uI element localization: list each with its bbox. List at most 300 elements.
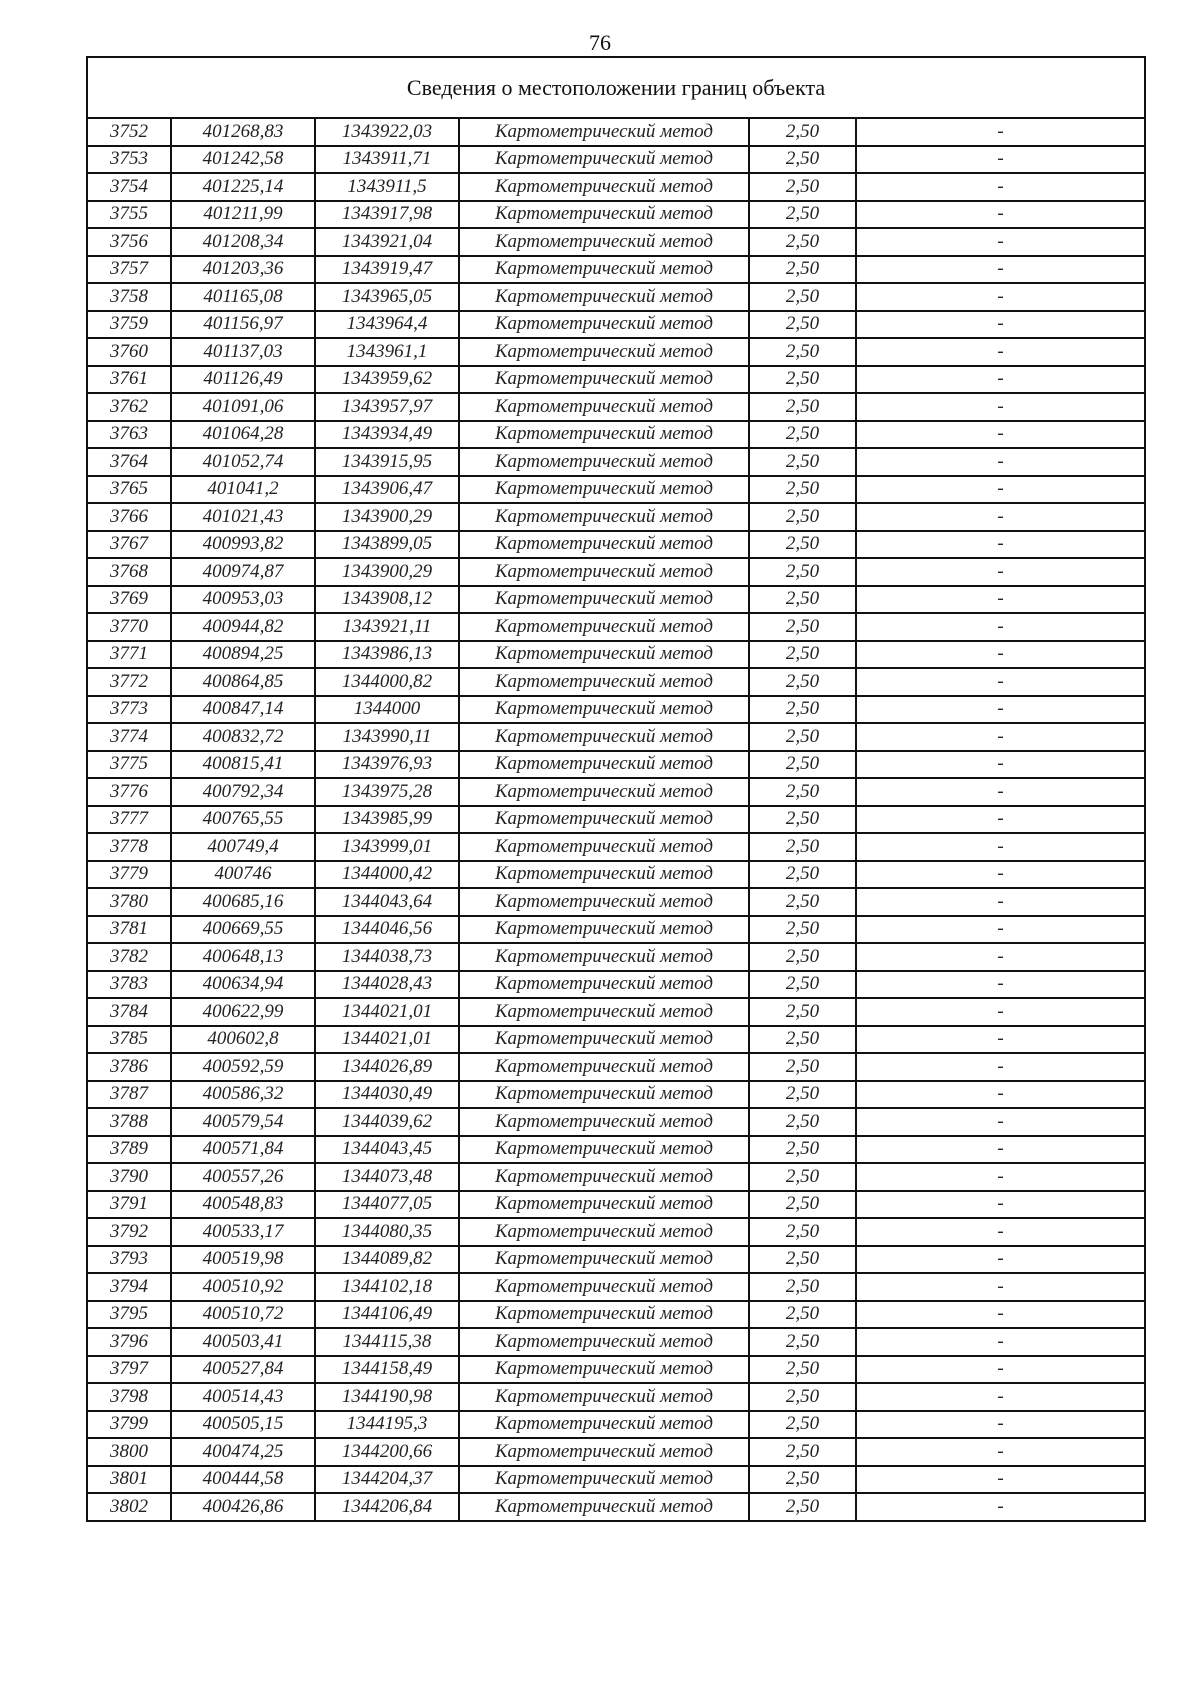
y-coordinate-cell: 1343986,13 — [315, 641, 459, 669]
method-cell: Картометрический метод — [459, 366, 749, 394]
table-row — [87, 751, 1145, 779]
table-row — [87, 476, 1145, 504]
description-cell: - — [856, 1191, 1145, 1219]
table-row — [87, 1081, 1145, 1109]
point-number-cell: 3768 — [87, 558, 171, 586]
x-coordinate-cell: 400832,72 — [171, 723, 315, 751]
x-coordinate-cell: 400514,43 — [171, 1383, 315, 1411]
method-cell: Картометрический метод — [459, 421, 749, 449]
x-coordinate-cell: 401021,43 — [171, 503, 315, 531]
description-cell: - — [856, 118, 1145, 146]
y-coordinate-cell: 1344089,82 — [315, 1246, 459, 1274]
table-row — [87, 228, 1145, 256]
point-number-cell: 3773 — [87, 696, 171, 724]
accuracy-cell: 2,50 — [749, 1108, 856, 1136]
point-number-cell: 3782 — [87, 943, 171, 971]
y-coordinate-cell: 1344204,37 — [315, 1466, 459, 1494]
point-number-cell: 3795 — [87, 1301, 171, 1329]
description-cell: - — [856, 1163, 1145, 1191]
x-coordinate-cell: 400444,58 — [171, 1466, 315, 1494]
y-coordinate-cell: 1344038,73 — [315, 943, 459, 971]
point-number-cell: 3771 — [87, 641, 171, 669]
x-coordinate-cell: 400571,84 — [171, 1136, 315, 1164]
description-cell: - — [856, 283, 1145, 311]
description-cell: - — [856, 861, 1145, 889]
point-number-cell: 3789 — [87, 1136, 171, 1164]
x-coordinate-cell: 401242,58 — [171, 146, 315, 174]
description-cell: - — [856, 311, 1145, 339]
x-coordinate-cell: 400974,87 — [171, 558, 315, 586]
y-coordinate-cell: 1343985,99 — [315, 806, 459, 834]
table-row — [87, 1218, 1145, 1246]
method-cell: Картометрический метод — [459, 476, 749, 504]
accuracy-cell: 2,50 — [749, 1493, 856, 1521]
method-cell: Картометрический метод — [459, 641, 749, 669]
x-coordinate-cell: 401052,74 — [171, 448, 315, 476]
description-cell: - — [856, 476, 1145, 504]
table-row — [87, 696, 1145, 724]
description-cell: - — [856, 503, 1145, 531]
x-coordinate-cell: 400685,16 — [171, 888, 315, 916]
description-cell: - — [856, 1081, 1145, 1109]
x-coordinate-cell: 400592,59 — [171, 1053, 315, 1081]
point-number-cell: 3760 — [87, 338, 171, 366]
method-cell: Картометрический метод — [459, 971, 749, 999]
method-cell: Картометрический метод — [459, 1136, 749, 1164]
y-coordinate-cell: 1344043,45 — [315, 1136, 459, 1164]
table-row — [87, 448, 1145, 476]
description-cell: - — [856, 1136, 1145, 1164]
x-coordinate-cell: 400746 — [171, 861, 315, 889]
description-cell: - — [856, 393, 1145, 421]
x-coordinate-cell: 400519,98 — [171, 1246, 315, 1274]
accuracy-cell: 2,50 — [749, 971, 856, 999]
method-cell: Картометрический метод — [459, 201, 749, 229]
table-row — [87, 998, 1145, 1026]
point-number-cell: 3767 — [87, 531, 171, 559]
method-cell: Картометрический метод — [459, 1026, 749, 1054]
y-coordinate-cell: 1344026,89 — [315, 1053, 459, 1081]
point-number-cell: 3781 — [87, 916, 171, 944]
y-coordinate-cell: 1344073,48 — [315, 1163, 459, 1191]
accuracy-cell: 2,50 — [749, 393, 856, 421]
table-row — [87, 1053, 1145, 1081]
table-row — [87, 613, 1145, 641]
page-number: 76 — [589, 30, 611, 55]
point-number-cell: 3787 — [87, 1081, 171, 1109]
y-coordinate-cell: 1343964,4 — [315, 311, 459, 339]
description-cell: - — [856, 613, 1145, 641]
table-row — [87, 1163, 1145, 1191]
accuracy-cell: 2,50 — [749, 201, 856, 229]
accuracy-cell: 2,50 — [749, 1383, 856, 1411]
description-cell: - — [856, 421, 1145, 449]
accuracy-cell: 2,50 — [749, 1328, 856, 1356]
table-row — [87, 1191, 1145, 1219]
table-row — [87, 971, 1145, 999]
method-cell: Картометрический метод — [459, 1466, 749, 1494]
description-cell: - — [856, 366, 1145, 394]
accuracy-cell: 2,50 — [749, 1438, 856, 1466]
description-cell: - — [856, 558, 1145, 586]
point-number-cell: 3792 — [87, 1218, 171, 1246]
table-row — [87, 943, 1145, 971]
x-coordinate-cell: 400474,25 — [171, 1438, 315, 1466]
description-cell: - — [856, 173, 1145, 201]
y-coordinate-cell: 1343990,11 — [315, 723, 459, 751]
accuracy-cell: 2,50 — [749, 118, 856, 146]
table-row — [87, 1356, 1145, 1384]
accuracy-cell: 2,50 — [749, 173, 856, 201]
table-row — [87, 283, 1145, 311]
accuracy-cell: 2,50 — [749, 1246, 856, 1274]
x-coordinate-cell: 400510,72 — [171, 1301, 315, 1329]
y-coordinate-cell: 1343934,49 — [315, 421, 459, 449]
table-row — [87, 201, 1145, 229]
y-coordinate-cell: 1343908,12 — [315, 586, 459, 614]
x-coordinate-cell: 400586,32 — [171, 1081, 315, 1109]
method-cell: Картометрический метод — [459, 613, 749, 641]
description-cell: - — [856, 146, 1145, 174]
table-row — [87, 641, 1145, 669]
x-coordinate-cell: 400579,54 — [171, 1108, 315, 1136]
y-coordinate-cell: 1343919,47 — [315, 256, 459, 284]
accuracy-cell: 2,50 — [749, 1136, 856, 1164]
table-body — [87, 118, 1145, 1521]
accuracy-cell: 2,50 — [749, 1411, 856, 1439]
table-row — [87, 833, 1145, 861]
y-coordinate-cell: 1344000,42 — [315, 861, 459, 889]
x-coordinate-cell: 401091,06 — [171, 393, 315, 421]
table-row — [87, 366, 1145, 394]
x-coordinate-cell: 400426,86 — [171, 1493, 315, 1521]
y-coordinate-cell: 1343976,93 — [315, 751, 459, 779]
point-number-cell: 3783 — [87, 971, 171, 999]
y-coordinate-cell: 1343957,97 — [315, 393, 459, 421]
description-cell: - — [856, 1438, 1145, 1466]
method-cell: Картометрический метод — [459, 998, 749, 1026]
point-number-cell: 3772 — [87, 668, 171, 696]
accuracy-cell: 2,50 — [749, 366, 856, 394]
point-number-cell: 3769 — [87, 586, 171, 614]
description-cell: - — [856, 751, 1145, 779]
y-coordinate-cell: 1343921,04 — [315, 228, 459, 256]
description-cell: - — [856, 668, 1145, 696]
description-cell: - — [856, 696, 1145, 724]
method-cell: Картометрический метод — [459, 1356, 749, 1384]
table-row — [87, 916, 1145, 944]
y-coordinate-cell: 1344021,01 — [315, 998, 459, 1026]
point-number-cell: 3791 — [87, 1191, 171, 1219]
y-coordinate-cell: 1343911,71 — [315, 146, 459, 174]
x-coordinate-cell: 400749,4 — [171, 833, 315, 861]
accuracy-cell: 2,50 — [749, 723, 856, 751]
accuracy-cell: 2,50 — [749, 1163, 856, 1191]
method-cell: Картометрический метод — [459, 1383, 749, 1411]
method-cell: Картометрический метод — [459, 1191, 749, 1219]
method-cell: Картометрический метод — [459, 1438, 749, 1466]
description-cell: - — [856, 723, 1145, 751]
table-row — [87, 806, 1145, 834]
y-coordinate-cell: 1343906,47 — [315, 476, 459, 504]
point-number-cell: 3784 — [87, 998, 171, 1026]
description-cell: - — [856, 1026, 1145, 1054]
accuracy-cell: 2,50 — [749, 751, 856, 779]
accuracy-cell: 2,50 — [749, 833, 856, 861]
table-row — [87, 1411, 1145, 1439]
x-coordinate-cell: 401041,2 — [171, 476, 315, 504]
description-cell: - — [856, 1466, 1145, 1494]
method-cell: Картометрический метод — [459, 228, 749, 256]
description-cell: - — [856, 531, 1145, 559]
accuracy-cell: 2,50 — [749, 228, 856, 256]
description-cell: - — [856, 833, 1145, 861]
x-coordinate-cell: 400944,82 — [171, 613, 315, 641]
description-cell: - — [856, 1383, 1145, 1411]
point-number-cell: 3801 — [87, 1466, 171, 1494]
accuracy-cell: 2,50 — [749, 283, 856, 311]
point-number-cell: 3762 — [87, 393, 171, 421]
table-row — [87, 668, 1145, 696]
table-row — [87, 393, 1145, 421]
x-coordinate-cell: 400634,94 — [171, 971, 315, 999]
table-row — [87, 1466, 1145, 1494]
x-coordinate-cell: 400792,34 — [171, 778, 315, 806]
table-row — [87, 778, 1145, 806]
x-coordinate-cell: 401203,36 — [171, 256, 315, 284]
x-coordinate-cell: 400864,85 — [171, 668, 315, 696]
method-cell: Картометрический метод — [459, 943, 749, 971]
method-cell: Картометрический метод — [459, 1411, 749, 1439]
method-cell: Картометрический метод — [459, 833, 749, 861]
method-cell: Картометрический метод — [459, 778, 749, 806]
y-coordinate-cell: 1344046,56 — [315, 916, 459, 944]
method-cell: Картометрический метод — [459, 1218, 749, 1246]
accuracy-cell: 2,50 — [749, 531, 856, 559]
description-cell: - — [856, 1356, 1145, 1384]
description-cell: - — [856, 586, 1145, 614]
point-number-cell: 3785 — [87, 1026, 171, 1054]
x-coordinate-cell: 401064,28 — [171, 421, 315, 449]
x-coordinate-cell: 400894,25 — [171, 641, 315, 669]
y-coordinate-cell: 1343900,29 — [315, 558, 459, 586]
y-coordinate-cell: 1344102,18 — [315, 1273, 459, 1301]
accuracy-cell: 2,50 — [749, 558, 856, 586]
method-cell: Картометрический метод — [459, 283, 749, 311]
method-cell: Картометрический метод — [459, 311, 749, 339]
point-number-cell: 3763 — [87, 421, 171, 449]
x-coordinate-cell: 400602,8 — [171, 1026, 315, 1054]
method-cell: Картометрический метод — [459, 916, 749, 944]
x-coordinate-cell: 401137,03 — [171, 338, 315, 366]
table-row — [87, 118, 1145, 146]
method-cell: Картометрический метод — [459, 338, 749, 366]
method-cell: Картометрический метод — [459, 118, 749, 146]
point-number-cell: 3754 — [87, 173, 171, 201]
x-coordinate-cell: 401165,08 — [171, 283, 315, 311]
table-row — [87, 1246, 1145, 1274]
point-number-cell: 3788 — [87, 1108, 171, 1136]
method-cell: Картометрический метод — [459, 1108, 749, 1136]
point-number-cell: 3759 — [87, 311, 171, 339]
point-number-cell: 3755 — [87, 201, 171, 229]
x-coordinate-cell: 400622,99 — [171, 998, 315, 1026]
y-coordinate-cell: 1344195,3 — [315, 1411, 459, 1439]
x-coordinate-cell: 400765,55 — [171, 806, 315, 834]
x-coordinate-cell: 400669,55 — [171, 916, 315, 944]
accuracy-cell: 2,50 — [749, 256, 856, 284]
x-coordinate-cell: 400527,84 — [171, 1356, 315, 1384]
accuracy-cell: 2,50 — [749, 476, 856, 504]
point-number-cell: 3794 — [87, 1273, 171, 1301]
method-cell: Картометрический метод — [459, 668, 749, 696]
table-row — [87, 1493, 1145, 1521]
point-number-cell: 3775 — [87, 751, 171, 779]
description-cell: - — [856, 888, 1145, 916]
x-coordinate-cell: 400503,41 — [171, 1328, 315, 1356]
accuracy-cell: 2,50 — [749, 1191, 856, 1219]
table-row — [87, 421, 1145, 449]
y-coordinate-cell: 1343917,98 — [315, 201, 459, 229]
point-number-cell: 3756 — [87, 228, 171, 256]
accuracy-cell: 2,50 — [749, 1466, 856, 1494]
description-cell: - — [856, 943, 1145, 971]
method-cell: Картометрический метод — [459, 1273, 749, 1301]
point-number-cell: 3778 — [87, 833, 171, 861]
table-row — [87, 256, 1145, 284]
point-number-cell: 3758 — [87, 283, 171, 311]
x-coordinate-cell: 401268,83 — [171, 118, 315, 146]
description-cell: - — [856, 971, 1145, 999]
point-number-cell: 3774 — [87, 723, 171, 751]
point-number-cell: 3790 — [87, 1163, 171, 1191]
method-cell: Картометрический метод — [459, 1081, 749, 1109]
table-row — [87, 1383, 1145, 1411]
point-number-cell: 3770 — [87, 613, 171, 641]
y-coordinate-cell: 1343959,62 — [315, 366, 459, 394]
point-number-cell: 3752 — [87, 118, 171, 146]
description-cell: - — [856, 448, 1145, 476]
accuracy-cell: 2,50 — [749, 998, 856, 1026]
point-number-cell: 3798 — [87, 1383, 171, 1411]
accuracy-cell: 2,50 — [749, 1218, 856, 1246]
table-row — [87, 531, 1145, 559]
y-coordinate-cell: 1344106,49 — [315, 1301, 459, 1329]
y-coordinate-cell: 1344000 — [315, 696, 459, 724]
method-cell: Картометрический метод — [459, 751, 749, 779]
x-coordinate-cell: 401156,97 — [171, 311, 315, 339]
accuracy-cell: 2,50 — [749, 943, 856, 971]
x-coordinate-cell: 401211,99 — [171, 201, 315, 229]
x-coordinate-cell: 400505,15 — [171, 1411, 315, 1439]
x-coordinate-cell: 400847,14 — [171, 696, 315, 724]
boundary-coordinates-table — [86, 56, 1146, 1522]
table-row — [87, 1136, 1145, 1164]
table-row — [87, 723, 1145, 751]
y-coordinate-cell: 1343975,28 — [315, 778, 459, 806]
accuracy-cell: 2,50 — [749, 1026, 856, 1054]
description-cell: - — [856, 641, 1145, 669]
accuracy-cell: 2,50 — [749, 1356, 856, 1384]
x-coordinate-cell: 400648,13 — [171, 943, 315, 971]
point-number-cell: 3766 — [87, 503, 171, 531]
point-number-cell: 3797 — [87, 1356, 171, 1384]
accuracy-cell: 2,50 — [749, 421, 856, 449]
method-cell: Картометрический метод — [459, 1301, 749, 1329]
table-row — [87, 861, 1145, 889]
y-coordinate-cell: 1343999,01 — [315, 833, 459, 861]
accuracy-cell: 2,50 — [749, 888, 856, 916]
x-coordinate-cell: 400993,82 — [171, 531, 315, 559]
method-cell: Картометрический метод — [459, 393, 749, 421]
y-coordinate-cell: 1344039,62 — [315, 1108, 459, 1136]
method-cell: Картометрический метод — [459, 1053, 749, 1081]
y-coordinate-cell: 1344028,43 — [315, 971, 459, 999]
description-cell: - — [856, 806, 1145, 834]
y-coordinate-cell: 1343915,95 — [315, 448, 459, 476]
table-row — [87, 558, 1145, 586]
y-coordinate-cell: 1343899,05 — [315, 531, 459, 559]
accuracy-cell: 2,50 — [749, 668, 856, 696]
description-cell: - — [856, 1301, 1145, 1329]
method-cell: Картометрический метод — [459, 146, 749, 174]
accuracy-cell: 2,50 — [749, 778, 856, 806]
point-number-cell: 3786 — [87, 1053, 171, 1081]
method-cell: Картометрический метод — [459, 173, 749, 201]
y-coordinate-cell: 1344030,49 — [315, 1081, 459, 1109]
table-row — [87, 1108, 1145, 1136]
table-row — [87, 311, 1145, 339]
x-coordinate-cell: 400533,17 — [171, 1218, 315, 1246]
method-cell: Картометрический метод — [459, 1493, 749, 1521]
accuracy-cell: 2,50 — [749, 696, 856, 724]
y-coordinate-cell: 1343965,05 — [315, 283, 459, 311]
method-cell: Картометрический метод — [459, 448, 749, 476]
method-cell: Картометрический метод — [459, 806, 749, 834]
point-number-cell: 3761 — [87, 366, 171, 394]
point-number-cell: 3796 — [87, 1328, 171, 1356]
table-caption: Сведения о местоположении границ объекта — [87, 57, 1145, 118]
point-number-cell: 3753 — [87, 146, 171, 174]
accuracy-cell: 2,50 — [749, 448, 856, 476]
point-number-cell: 3802 — [87, 1493, 171, 1521]
description-cell: - — [856, 228, 1145, 256]
description-cell: - — [856, 778, 1145, 806]
x-coordinate-cell: 400548,83 — [171, 1191, 315, 1219]
y-coordinate-cell: 1344206,84 — [315, 1493, 459, 1521]
description-cell: - — [856, 338, 1145, 366]
table-row — [87, 1301, 1145, 1329]
accuracy-cell: 2,50 — [749, 1053, 856, 1081]
accuracy-cell: 2,50 — [749, 1273, 856, 1301]
y-coordinate-cell: 1343900,29 — [315, 503, 459, 531]
y-coordinate-cell: 1343911,5 — [315, 173, 459, 201]
y-coordinate-cell: 1343961,1 — [315, 338, 459, 366]
description-cell: - — [856, 998, 1145, 1026]
x-coordinate-cell: 400557,26 — [171, 1163, 315, 1191]
table-caption-row — [87, 57, 1145, 118]
method-cell: Картометрический метод — [459, 256, 749, 284]
x-coordinate-cell: 400510,92 — [171, 1273, 315, 1301]
description-cell: - — [856, 1328, 1145, 1356]
method-cell: Картометрический метод — [459, 696, 749, 724]
accuracy-cell: 2,50 — [749, 503, 856, 531]
method-cell: Картометрический метод — [459, 1246, 749, 1274]
table-row — [87, 1328, 1145, 1356]
description-cell: - — [856, 256, 1145, 284]
point-number-cell: 3779 — [87, 861, 171, 889]
y-coordinate-cell: 1344043,64 — [315, 888, 459, 916]
